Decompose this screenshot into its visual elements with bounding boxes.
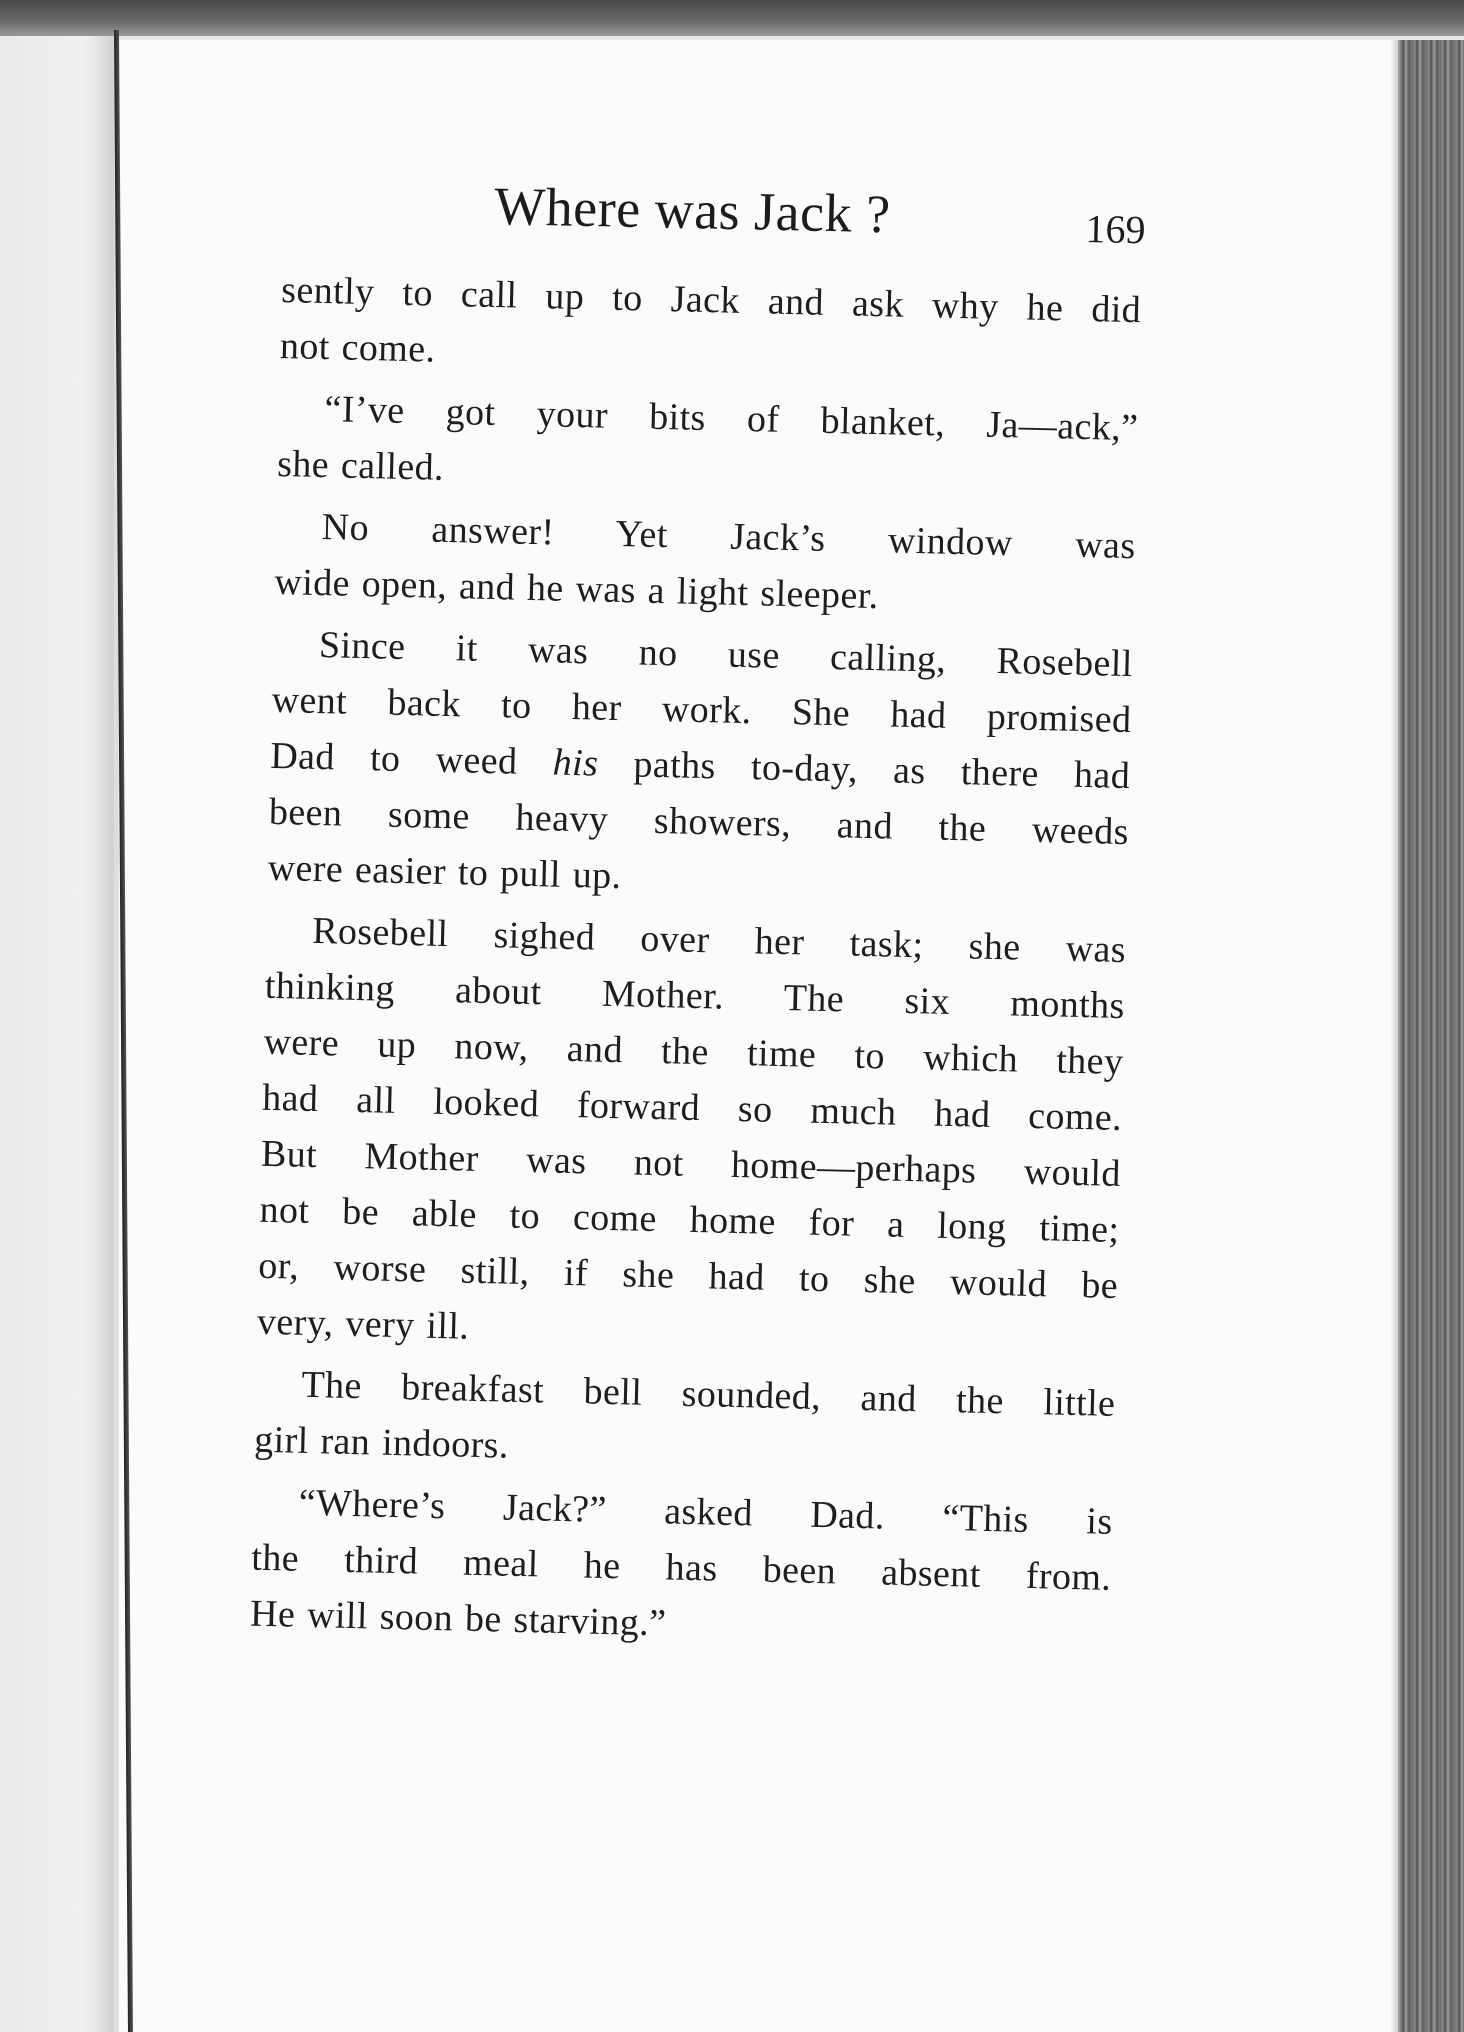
text-line: went back to her work. She had promised	[271, 678, 1132, 742]
scan-top-edge	[0, 0, 1464, 36]
paragraph	[267, 616, 1133, 916]
text-line: thinking about Mother. The six months	[264, 964, 1126, 1028]
text-line: were up now, and the time to which they	[263, 1020, 1124, 1084]
text-line: Since it was no use calling, Rosebell	[318, 623, 1134, 686]
text-line: The breakfast bell sounded, and the little	[301, 1363, 1116, 1425]
text-line: girl ran indoors.	[253, 1418, 510, 1467]
text-fragment: Dad to weed	[269, 734, 554, 784]
text-line: the third meal he has been absent from.	[250, 1536, 1112, 1599]
text-line: had all looked forward so much had come.	[261, 1076, 1123, 1140]
text-line: very, very ill.	[256, 1300, 470, 1348]
text-line: Rosebell sighed over her task; she was	[311, 909, 1127, 972]
paragraph	[256, 902, 1126, 1370]
text-line: not be able to come home for a long time;	[259, 1188, 1120, 1251]
paragraph	[274, 498, 1136, 630]
page-edges	[1398, 40, 1464, 2032]
text-line: But Mother was not home—perhaps would	[260, 1132, 1122, 1196]
text-line: “I’ve got your bits of blanket, Ja—ack,”	[324, 388, 1139, 450]
text-line: been some heavy showers, and the weeds	[268, 790, 1130, 854]
text-fragment: paths to-day, as there had	[597, 742, 1131, 798]
gutter-shadow	[91, 36, 114, 2032]
paragraph	[254, 1356, 1116, 1488]
text-line: not come.	[279, 324, 436, 371]
text-line: He will soon be starving.”	[249, 1592, 667, 1645]
text-line: sently to call up to Jack and ask why he did	[280, 268, 1142, 332]
running-title: Where was Jack ?	[493, 175, 892, 245]
text-line: “Where’s Jack?” asked Dad. “This is	[298, 1481, 1114, 1543]
body-text	[249, 262, 1141, 1662]
paragraph	[277, 380, 1139, 512]
paragraph	[279, 262, 1141, 394]
emphasis-text: his	[552, 741, 599, 785]
page-number: 169	[1085, 205, 1146, 253]
text-line: she called.	[276, 442, 445, 489]
text-line: were easier to pull up.	[267, 846, 622, 898]
text-line: wide open, and he was a light sleeper.	[273, 560, 880, 618]
paragraph	[249, 1474, 1113, 1662]
text-line: No answer! Yet Jack’s window was	[321, 506, 1137, 568]
text-line: or, worse still, if she had to she would be	[257, 1244, 1119, 1307]
